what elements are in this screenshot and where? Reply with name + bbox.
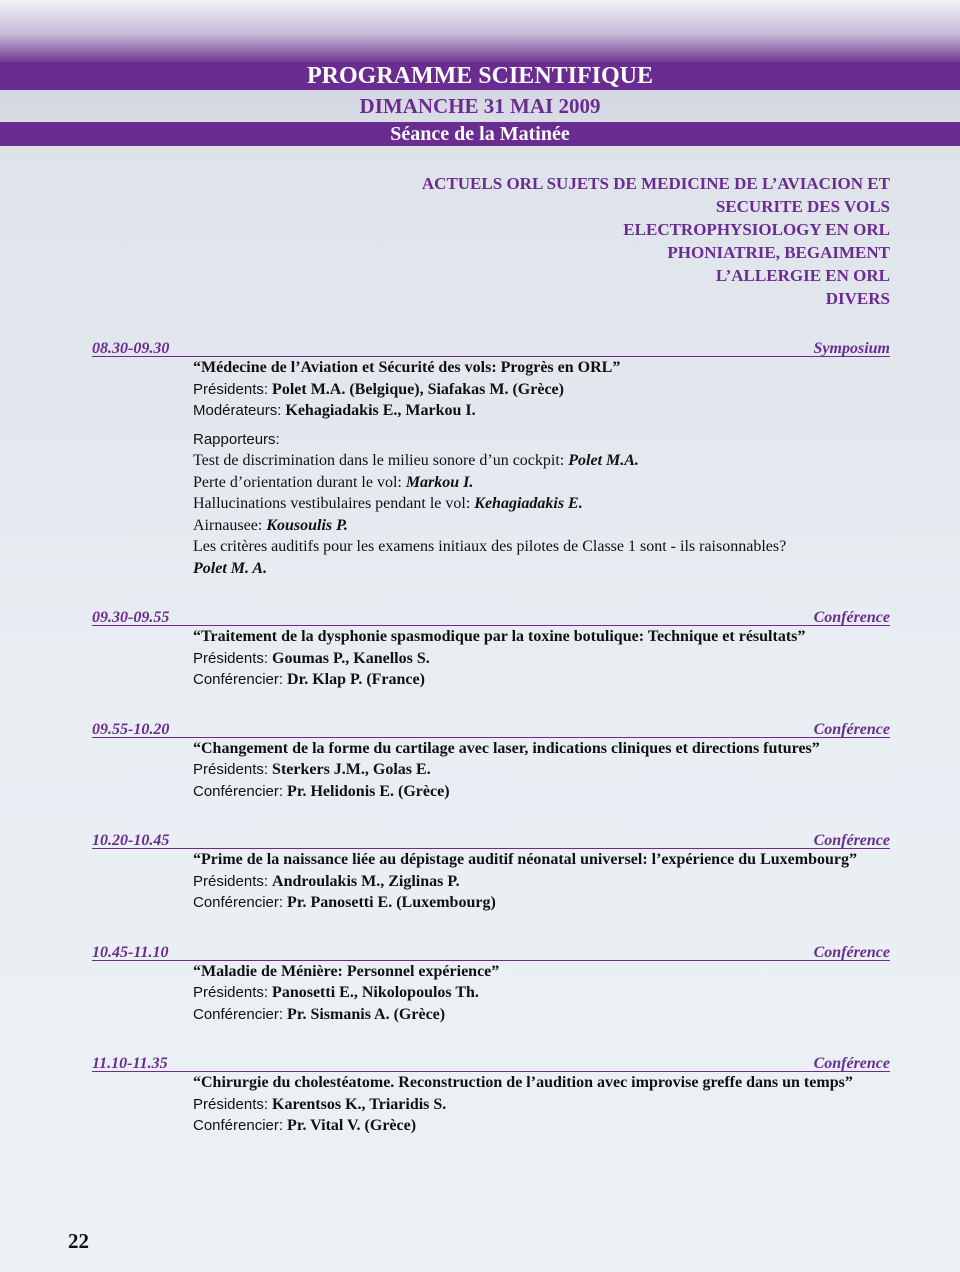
speaker-name: Pr. Panosetti E. (Luxembourg) <box>287 894 496 911</box>
report-title: Perte d’orientation durant le vol: <box>193 473 402 491</box>
presidents-label: Présidents: <box>193 649 269 667</box>
entry-header <box>92 603 890 626</box>
conference-entry <box>92 715 890 803</box>
presidents-line <box>193 379 890 401</box>
speaker-label: Conférencier: <box>193 894 284 911</box>
report-title: Les critères auditifs pour les examens initiaux des pilotes de Classe 1 sont - ils raisonnables? <box>193 538 787 555</box>
topic-line: L’ALLERGIE EN ORL <box>715 266 890 285</box>
presidents-names: Polet M.A. (Belgique), Siafakas M. (Grèce) <box>272 380 564 398</box>
entry-time: 09.55-10.20 <box>92 720 170 738</box>
entry-body <box>193 849 890 914</box>
entry-header <box>92 715 890 738</box>
entry-kind: Conférence <box>813 832 890 849</box>
presidents-line <box>193 1094 890 1116</box>
entry-kind: Conférence <box>813 720 890 738</box>
speaker-line <box>193 1115 890 1137</box>
rapporteurs-label: Rapporteurs: <box>193 430 280 448</box>
moderators-label: Modérateurs: <box>193 402 282 419</box>
presidents-label: Présidents: <box>193 1095 269 1113</box>
talk-title: “Médecine de l’Aviation et Sécurité des vols: Progrès en ORL” <box>193 359 621 376</box>
speaker-name: Pr. Helidonis E. (Grèce) <box>287 782 450 800</box>
talk-title: “Maladie de Ménière: Personnel expérience” <box>193 962 500 980</box>
speaker-line <box>193 781 890 803</box>
presidents-names: Karentsos K., Triaridis S. <box>272 1095 447 1113</box>
entry-time: 09.30-09.55 <box>92 609 170 626</box>
speaker-line <box>193 892 890 914</box>
presidents-line <box>193 871 890 893</box>
entry-header <box>92 938 890 961</box>
speaker-name: Pr. Vital V. (Grèce) <box>287 1117 417 1134</box>
speaker-line <box>193 669 890 691</box>
presidents-label: Présidents: <box>193 380 269 398</box>
report-title: Airnausee: <box>193 516 263 534</box>
entry-body <box>193 1072 890 1137</box>
report-item <box>193 536 890 558</box>
talk-title: “Chirurgie du cholestéatome. Reconstruction de l’audition avec improvise greffe dans un temps” <box>193 1074 853 1091</box>
talk-title: “Changement de la forme du cartilage avec laser, indications cliniques et directions futures” <box>193 739 820 757</box>
presidents-names: Sterkers J.M., Golas E. <box>272 761 431 778</box>
header-gradient <box>0 0 960 62</box>
report-author: Polet M.A. <box>568 452 639 469</box>
report-author: Polet M. A. <box>193 559 268 577</box>
report-author: Kousoulis P. <box>266 516 348 534</box>
speaker-name: Pr. Sismanis A. (Grèce) <box>287 1005 446 1023</box>
speaker-label: Conférencier: <box>193 671 284 688</box>
entry-time: 10.45-11.10 <box>92 943 169 961</box>
report-item <box>193 450 890 472</box>
entry-kind: Symposium <box>813 340 890 357</box>
report-author: Markou I. <box>405 473 474 491</box>
entry-kind: Conférence <box>813 1055 890 1072</box>
report-item <box>193 515 890 537</box>
page-number: 22 <box>68 1229 89 1253</box>
topic-line: ACTUELS ORL SUJETS DE MEDICINE DE L’AVIACION ET <box>421 174 890 193</box>
conference-entry <box>92 603 890 691</box>
talk-title: “Prime de la naissance liée au dépistage auditif néonatal universel: l’expérience du Luxembourg” <box>193 851 857 868</box>
presidents-line <box>193 982 890 1004</box>
entry-header <box>92 826 890 849</box>
entry-time: 08.30-09.30 <box>92 340 170 357</box>
symposium-entry <box>92 334 890 579</box>
presidents-names: Androulakis M., Ziglinas P. <box>272 872 460 890</box>
report-item <box>193 472 890 494</box>
session-heading: Séance de la Matinée <box>390 123 570 145</box>
topic-line: DIVERS <box>825 289 890 308</box>
presidents-line <box>193 648 890 670</box>
page-title: PROGRAMME SCIENTIFIQUE <box>306 63 654 89</box>
entry-time: 10.20-10.45 <box>92 832 170 849</box>
talk-title: “Traitement de la dysphonie spasmodique par la toxine botulique: Technique et résultats” <box>193 628 806 645</box>
entry-header <box>92 1049 890 1072</box>
topic-line: ELECTROPHYSIOLOGY EN ORL <box>623 220 890 239</box>
speaker-label: Conférencier: <box>193 1005 284 1023</box>
speaker-name: Dr. Klap P. (France) <box>287 671 425 688</box>
conference-entry <box>92 938 890 1026</box>
presidents-names: Panosetti E., Nikolopoulos Th. <box>272 984 479 1001</box>
date-heading: DIMANCHE 31 MAI 2009 <box>359 94 601 118</box>
presidents-names: Goumas P., Kanellos S. <box>272 649 430 667</box>
report-title: Hallucinations vestibulaires pendant le vol: <box>193 495 471 512</box>
report-item <box>193 493 890 515</box>
speaker-line <box>193 1004 890 1026</box>
entry-body <box>193 738 890 803</box>
presidents-label: Présidents: <box>193 872 269 890</box>
conference-entry <box>92 1049 890 1137</box>
topic-line: SECURITE DES VOLS <box>715 197 890 216</box>
conference-entry <box>92 826 890 914</box>
moderators-names: Kehagiadakis E., Markou I. <box>285 402 476 419</box>
speaker-label: Conférencier: <box>193 782 284 800</box>
entry-body <box>193 961 890 1026</box>
presidents-line <box>193 759 890 781</box>
entry-time: 11.10-11.35 <box>92 1055 168 1072</box>
report-title: Test de discrimination dans le milieu sonore d’un cockpit: <box>193 452 565 469</box>
presidents-label: Présidents: <box>193 984 269 1001</box>
report-author: Kehagiadakis E. <box>474 495 583 512</box>
entry-body <box>193 357 890 579</box>
topic-line: PHONIATRIE, BEGAIMENT <box>667 243 890 262</box>
moderators-line <box>193 400 890 422</box>
topics-list <box>422 172 890 310</box>
entry-kind: Conférence <box>813 943 890 961</box>
programme-entries <box>92 334 890 1161</box>
entry-body <box>193 626 890 691</box>
entry-header <box>92 334 890 357</box>
entry-kind: Conférence <box>813 609 890 626</box>
speaker-label: Conférencier: <box>193 1117 284 1134</box>
presidents-label: Présidents: <box>193 761 269 778</box>
